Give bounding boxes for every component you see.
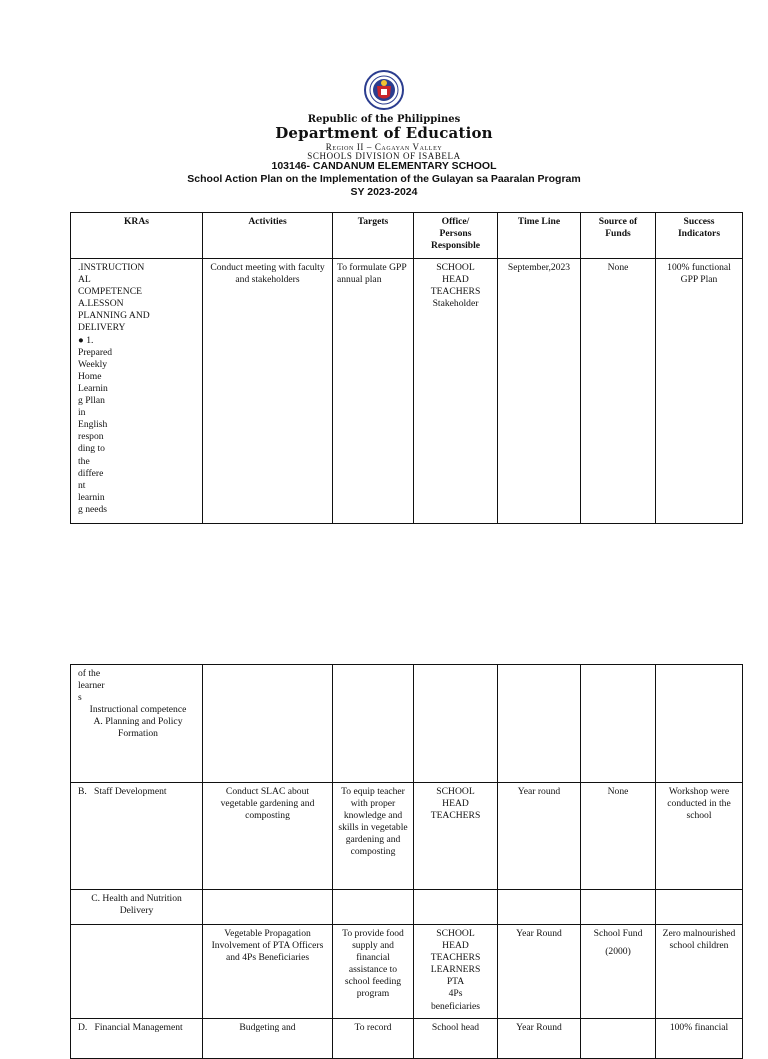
department-title: Department of Education — [275, 124, 493, 142]
republic-label: Republic of the Philippines — [307, 114, 461, 125]
kra-continued-text: of the learner s — [78, 668, 105, 704]
targets-cell: To formulate GPP annual plan — [333, 259, 414, 524]
kra-cell — [71, 925, 203, 1019]
indicators-cell: 100% financial — [656, 1019, 743, 1059]
targets-cell — [333, 665, 414, 783]
indicators-cell: 100% functional GPP Plan — [656, 259, 743, 524]
activities-cell — [203, 890, 333, 925]
kra-cell — [71, 665, 203, 783]
source-fund-amount: (2000) — [605, 946, 631, 958]
source-cell: None — [581, 259, 656, 524]
table-row — [71, 925, 743, 1019]
action-plan-table-continued — [70, 664, 743, 1059]
col-targets: Targets — [333, 213, 414, 259]
kra-cell: .INSTRUCTION AL COMPETENCE A.LESSON PLANNING AND DELIVERY ● 1. Prepared Weekly Home Learnin g Pllan in English respon ding to the differe nt learnin g needs — [71, 259, 203, 524]
targets-cell: To provide food supply and financial assistance to school feeding program — [333, 925, 414, 1019]
timeline-cell: Year Round — [498, 1019, 581, 1059]
office-cell: School head — [414, 1019, 498, 1059]
source-cell — [581, 890, 656, 925]
kra-planning-text: Instructional competence A. Planning and Policy Formation — [89, 704, 187, 740]
activities-cell: Vegetable Propagation Involvement of PTA Officers and 4Ps Beneficiaries — [203, 925, 333, 1019]
timeline-cell — [498, 665, 581, 783]
kra-cell: B. Staff Development — [71, 783, 203, 890]
deped-seal-icon — [364, 68, 404, 112]
office-cell: SCHOOL HEAD TEACHERS Stakeholder — [414, 259, 498, 524]
table-row — [71, 665, 743, 783]
col-office: Office/ Persons Responsible — [414, 213, 498, 259]
source-fund-label: School Fund — [593, 928, 643, 939]
indicators-cell: Zero malnourished school children — [656, 925, 743, 1019]
kra-cell: C. Health and Nutrition Delivery — [71, 890, 203, 925]
activities-cell — [203, 665, 333, 783]
source-cell — [581, 1019, 656, 1059]
col-timeline: Time Line — [498, 213, 581, 259]
indicators-cell — [656, 665, 743, 783]
table-row — [71, 259, 743, 524]
indicators-cell — [656, 890, 743, 925]
timeline-cell: September,2023 — [498, 259, 581, 524]
col-activities: Activities — [203, 213, 333, 259]
kra-cell: D. Financial Management — [71, 1019, 203, 1059]
office-cell: SCHOOL HEAD TEACHERS LEARNERS PTA 4Ps beneficiaries — [414, 925, 498, 1019]
col-kras: KRAs — [71, 213, 203, 259]
indicators-cell: Workshop were conducted in the school — [656, 783, 743, 890]
table-row — [71, 1019, 743, 1059]
office-cell: SCHOOL HEAD TEACHERS — [414, 783, 498, 890]
activities-cell: Budgeting and — [203, 1019, 333, 1059]
targets-cell: To record — [333, 1019, 414, 1059]
plan-title: School Action Plan on the Implementation of the Gulayan sa Paaralan Program — [187, 173, 581, 185]
timeline-cell: Year round — [498, 783, 581, 890]
region-label: Region II – Cagayan Valley — [325, 142, 443, 152]
col-source: Source of Funds — [581, 213, 656, 259]
school-name: 103146- CANDANUM ELEMENTARY SCHOOL — [271, 160, 497, 172]
activities-cell: Conduct SLAC about vegetable gardening and composting — [203, 783, 333, 890]
activities-cell: Conduct meeting with faculty and stakeholders — [203, 259, 333, 524]
table-row — [71, 890, 743, 925]
office-cell — [414, 665, 498, 783]
action-plan-table — [70, 212, 743, 524]
source-cell: None — [581, 783, 656, 890]
source-cell — [581, 665, 656, 783]
timeline-cell — [498, 890, 581, 925]
school-year: SY 2023-2024 — [350, 186, 418, 198]
timeline-cell: Year Round — [498, 925, 581, 1019]
source-cell — [581, 925, 656, 1019]
targets-cell — [333, 890, 414, 925]
division-label: SCHOOLS DIVISION OF ISABELA — [307, 151, 461, 161]
col-indicators: Success Indicators — [656, 213, 743, 259]
table-header-row — [71, 213, 743, 259]
table-row — [71, 783, 743, 890]
targets-cell: To equip teacher with proper knowledge and skills in vegetable gardening and composting — [333, 783, 414, 890]
office-cell — [414, 890, 498, 925]
